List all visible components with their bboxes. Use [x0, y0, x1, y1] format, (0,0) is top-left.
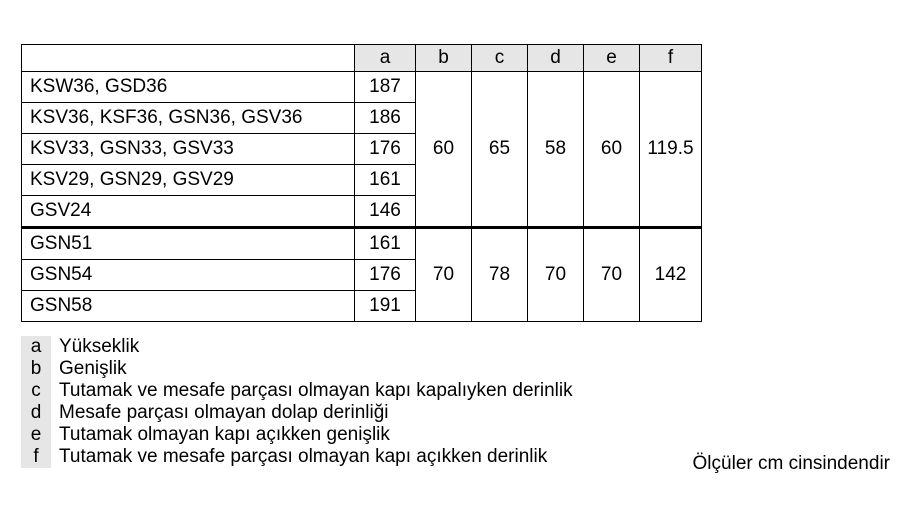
legend-item	[21, 402, 573, 424]
legend-text: Mesafe parçası olmayan dolap derinliği	[59, 402, 389, 423]
legend-text: Genişlik	[59, 358, 127, 379]
legend-item	[21, 336, 573, 358]
legend-text: Tutamak ve mesafe parçası olmayan kapı kapalıyken derinlik	[59, 380, 573, 401]
depth-open-cell: 142	[640, 228, 702, 322]
legend-key: b	[21, 358, 51, 380]
header-b: b	[416, 45, 472, 72]
depth-closed-cell: 65	[472, 72, 528, 228]
header-f: f	[640, 45, 702, 72]
depth-closed-cell: 78	[472, 228, 528, 322]
dimensions-table	[21, 44, 702, 322]
height-cell: 161	[355, 165, 416, 196]
legend-key: a	[21, 336, 51, 358]
table-row	[22, 72, 702, 103]
width-open-cell: 70	[584, 228, 640, 322]
height-cell: 146	[355, 196, 416, 228]
height-cell: 176	[355, 134, 416, 165]
width-open-cell: 60	[584, 72, 640, 228]
height-cell: 186	[355, 103, 416, 134]
header-c: c	[472, 45, 528, 72]
legend-text: Yükseklik	[59, 336, 140, 357]
model-cell: GSV24	[22, 196, 355, 228]
cabinet-depth-cell: 58	[528, 72, 584, 228]
model-cell: KSW36, GSD36	[22, 72, 355, 103]
header-row	[22, 45, 702, 72]
height-cell: 187	[355, 72, 416, 103]
legend-key: d	[21, 402, 51, 424]
header-a: a	[355, 45, 416, 72]
legend-key: e	[21, 424, 51, 446]
legend-item	[21, 424, 573, 446]
depth-open-cell: 119.5	[640, 72, 702, 228]
model-cell: GSN51	[22, 228, 355, 260]
header-model	[22, 45, 355, 72]
header-d: d	[528, 45, 584, 72]
legend-text: Tutamak olmayan kapı açıkken genişlik	[59, 424, 390, 445]
model-cell: KSV29, GSN29, GSV29	[22, 165, 355, 196]
units-footnote: Ölçüler cm cinsindendir	[692, 453, 890, 474]
legend-item	[21, 446, 573, 468]
legend-key: c	[21, 380, 51, 402]
legend-key: f	[21, 446, 51, 468]
width-cell: 70	[416, 228, 472, 322]
legend-text: Tutamak ve mesafe parçası olmayan kapı açıkken derinlik	[59, 446, 548, 467]
height-cell: 161	[355, 228, 416, 260]
height-cell: 176	[355, 260, 416, 291]
model-cell: KSV33, GSN33, GSV33	[22, 134, 355, 165]
height-cell: 191	[355, 291, 416, 322]
legend-item	[21, 380, 573, 402]
legend-item	[21, 358, 573, 380]
width-cell: 60	[416, 72, 472, 228]
cabinet-depth-cell: 70	[528, 228, 584, 322]
header-e: e	[584, 45, 640, 72]
table-row	[22, 228, 702, 260]
model-cell: KSV36, KSF36, GSN36, GSV36	[22, 103, 355, 134]
legend	[21, 336, 573, 468]
model-cell: GSN54	[22, 260, 355, 291]
model-cell: GSN58	[22, 291, 355, 322]
